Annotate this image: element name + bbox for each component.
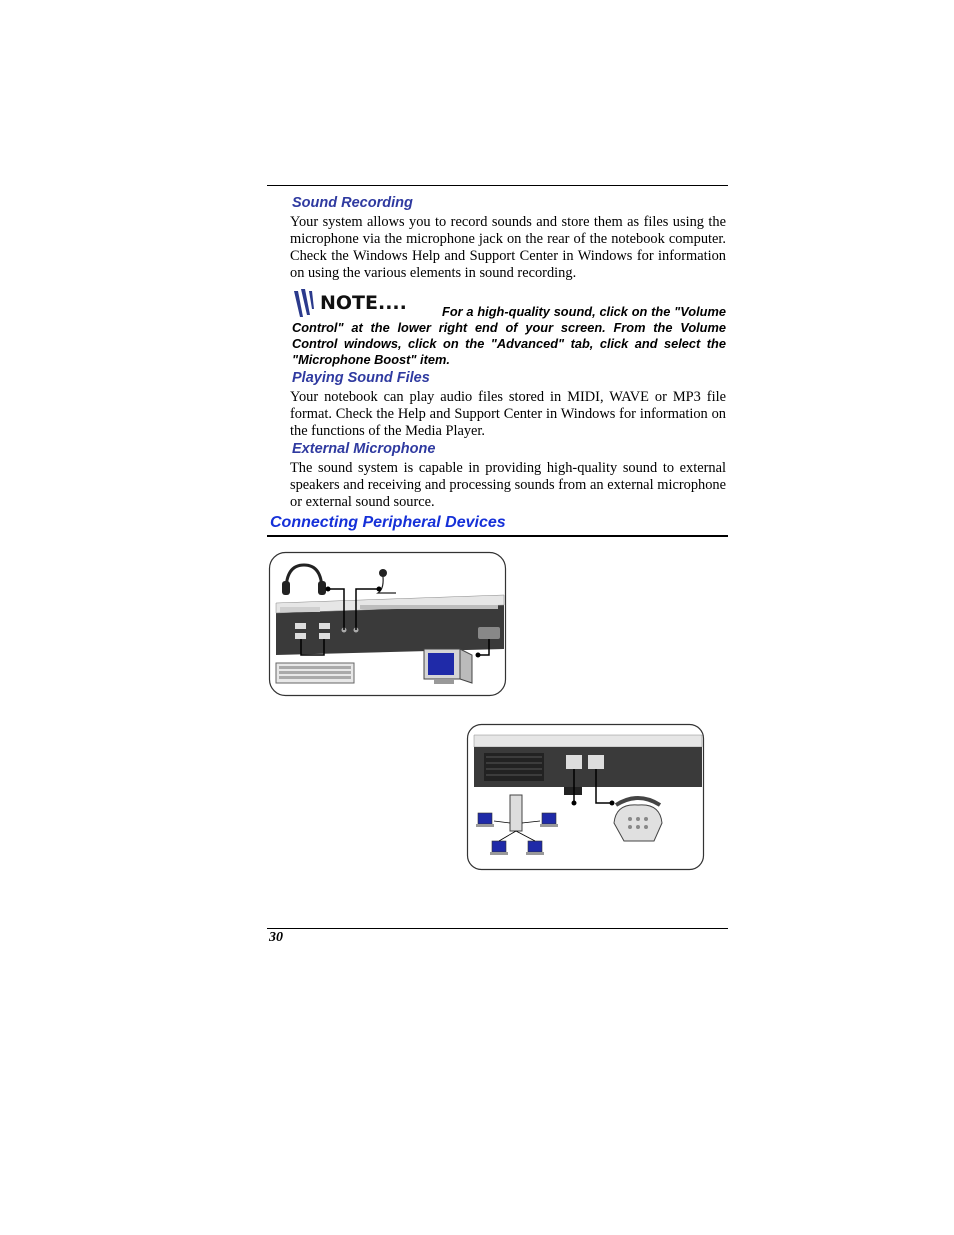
network-ports-figure: [466, 723, 706, 873]
playing-sound-files-heading: Playing Sound Files: [292, 370, 430, 386]
note-logo-text: NOTE....: [320, 292, 407, 314]
external-microphone-heading: External Microphone: [292, 441, 436, 457]
section-rule: [267, 535, 728, 537]
connecting-peripheral-heading: Connecting Peripheral Devices: [270, 514, 506, 531]
page-number: 30: [269, 930, 283, 945]
rear-ports-figure: [268, 551, 508, 699]
playing-sound-files-body: Your notebook can play audio files stored in MIDI, WAVE or MP3 file format. Check the Help and Support Center in Windows for information on the functions of the Media Player.: [290, 389, 726, 439]
sound-recording-body: Your system allows you to record sounds and store them as files using the microphone via the microphone jack on the rear of the notebook computer. Check the Windows Help and Support Center in Windows for information on using the various elements in sound recording.: [290, 214, 726, 281]
note-body: For a high-quality sound, click on the "Volume Control" at the lower right end of your screen. From the Volume Control windows, click on the "Advanced" tab, click and select the "Microphone Boost" item.: [292, 304, 726, 367]
footer-rule: [267, 928, 728, 929]
sound-recording-heading: Sound Recording: [292, 195, 413, 211]
external-microphone-body: The sound system is capable in providing high-quality sound to external speakers and receiving and processing sounds from an external microphone or external sound source.: [290, 460, 726, 510]
top-rule: [267, 185, 728, 186]
